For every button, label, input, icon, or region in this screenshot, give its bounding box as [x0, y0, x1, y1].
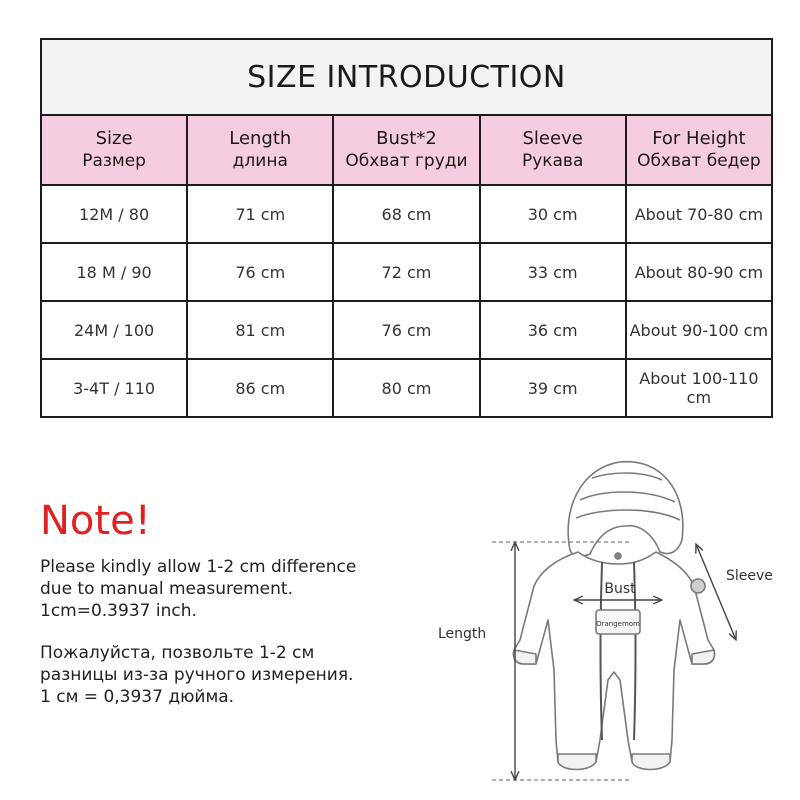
- cell-sleeve: 33 cm: [480, 243, 626, 301]
- cell-size: 12M / 80: [41, 185, 187, 243]
- note-english-line: 1cm=0.3937 inch.: [40, 601, 197, 621]
- cell-length: 76 cm: [187, 243, 333, 301]
- cell-sleeve: 39 cm: [480, 359, 626, 417]
- header-sleeve: [480, 115, 626, 185]
- bust-label: Bust: [604, 581, 636, 597]
- header-bust: [333, 115, 479, 185]
- cell-for-height: About 70-80 cm: [626, 185, 772, 243]
- cell-length: 81 cm: [187, 301, 333, 359]
- header-length-ru: длина: [232, 150, 288, 171]
- table-row: [41, 243, 772, 301]
- header-length-en: Length: [229, 128, 292, 150]
- cell-size: 24M / 100: [41, 301, 187, 359]
- pocket-logo-text: Orangemom: [596, 620, 640, 628]
- cell-length: 71 cm: [187, 185, 333, 243]
- header-sleeve-en: Sleeve: [522, 128, 583, 150]
- header-bust-ru: Обхват груди: [345, 150, 468, 171]
- note-english: [40, 556, 420, 622]
- cell-length: 86 cm: [187, 359, 333, 417]
- table-title: SIZE INTRODUCTION: [41, 39, 772, 115]
- cell-sleeve: 30 cm: [480, 185, 626, 243]
- cell-bust: 72 cm: [333, 243, 479, 301]
- note-english-line: due to manual measurement.: [40, 579, 293, 599]
- header-bust-en: Bust*2: [376, 128, 437, 150]
- header-for-height-ru: Обхват бедер: [637, 150, 761, 171]
- note-russian-line: 1 см = 0,3937 дюйма.: [40, 687, 235, 707]
- cell-for-height: About 80-90 cm: [626, 243, 772, 301]
- header-size: [41, 115, 187, 185]
- cell-sleeve: 36 cm: [480, 301, 626, 359]
- header-for-height-en: For Height: [652, 128, 746, 150]
- cell-bust: 76 cm: [333, 301, 479, 359]
- table-row: [41, 185, 772, 243]
- table-header-row: [41, 115, 772, 185]
- header-for-height: [626, 115, 772, 185]
- size-table: [40, 38, 773, 418]
- length-label: Length: [438, 626, 487, 642]
- baby-jumpsuit-icon: [513, 462, 714, 770]
- table-row: [41, 301, 772, 359]
- cell-size: 3-4T / 110: [41, 359, 187, 417]
- cell-size: 18 M / 90: [41, 243, 187, 301]
- note-russian-line: разницы из-за ручного измерения.: [40, 665, 354, 685]
- note-russian: [40, 642, 420, 708]
- sleeve-label: Sleeve: [726, 568, 773, 584]
- table-title-row: [41, 39, 772, 115]
- cell-bust: 80 cm: [333, 359, 479, 417]
- measurement-diagram: [430, 440, 790, 790]
- cell-for-height: About 90-100 cm: [626, 301, 772, 359]
- note-russian-line: Пожалуйста, позвольте 1-2 см: [40, 643, 315, 663]
- cell-bust: 68 cm: [333, 185, 479, 243]
- cell-for-height: About 100-110 cm: [626, 359, 772, 417]
- header-sleeve-ru: Рукава: [521, 150, 584, 171]
- header-size-ru: Размер: [82, 150, 146, 171]
- note-title: Note!: [40, 498, 151, 544]
- header-size-en: Size: [95, 128, 133, 150]
- table-row: [41, 359, 772, 417]
- header-length: [187, 115, 333, 185]
- note-english-line: Please kindly allow 1-2 cm difference: [40, 557, 357, 577]
